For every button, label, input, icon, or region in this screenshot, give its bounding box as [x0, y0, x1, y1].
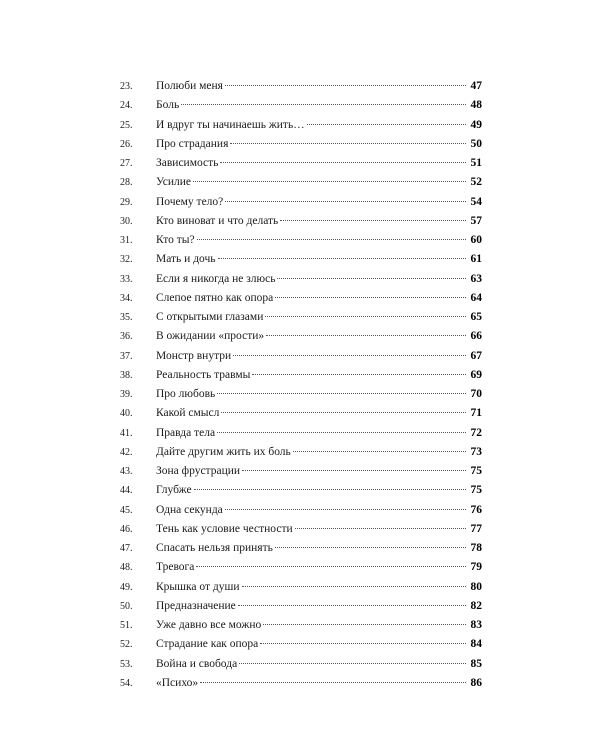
dot-leader	[263, 624, 466, 625]
dot-leader	[200, 682, 466, 683]
toc-entry-number: 52.	[120, 639, 133, 651]
toc-entry-number: 43.	[120, 466, 133, 477]
toc-entry-page-number: 52	[470, 176, 482, 189]
toc-entry[interactable]	[120, 308, 482, 327]
toc-entry-page-number: 47	[470, 80, 482, 92]
toc-entry-number: 48.	[120, 562, 133, 574]
toc-entry[interactable]	[120, 366, 482, 385]
toc-entry[interactable]	[120, 347, 482, 366]
toc-entry[interactable]	[120, 655, 482, 674]
dot-leader	[242, 470, 466, 471]
toc-entry-title: Боль	[156, 99, 180, 112]
toc-entry[interactable]	[120, 193, 482, 212]
toc-entry-page-number: 70	[470, 388, 482, 400]
toc-entry-number: 34.	[120, 292, 133, 304]
toc-entry-title: В ожидании «прости»	[156, 330, 265, 343]
toc-entry-number: 35.	[120, 312, 133, 323]
toc-entry[interactable]	[120, 501, 482, 520]
toc-entry-page-number: 71	[470, 407, 482, 420]
toc-entry[interactable]	[120, 558, 482, 577]
toc-entry-page-number: 63	[470, 272, 482, 285]
toc-entry-page-number: 82	[470, 599, 482, 612]
toc-entry-title: Полюби меня	[156, 80, 223, 92]
toc-entry-number: 46.	[120, 523, 133, 535]
dot-leader	[218, 258, 466, 259]
toc-entry-title: Одна секунда	[156, 503, 223, 516]
table-of-contents	[120, 77, 482, 693]
dot-leader	[277, 278, 466, 279]
toc-entry-title: Дайте другим жить их боль	[156, 445, 291, 458]
toc-entry-page-number: 65	[470, 311, 482, 323]
dot-leader	[217, 432, 466, 433]
toc-entry-number: 32.	[120, 254, 133, 266]
toc-entry-number: 54.	[120, 677, 133, 689]
dot-leader	[225, 85, 466, 86]
dot-leader	[217, 393, 466, 394]
toc-entry-title: С открытыми глазами	[156, 311, 264, 323]
toc-entry-number: 51.	[120, 620, 133, 631]
toc-entry-title: «Психо»	[156, 676, 199, 689]
toc-entry-number: 24.	[120, 100, 133, 112]
dot-leader	[280, 220, 466, 221]
toc-entry-page-number: 60	[470, 234, 482, 246]
toc-entry[interactable]	[120, 616, 482, 635]
toc-entry-title: Война и свобода	[156, 657, 238, 670]
toc-entry-number: 49.	[120, 581, 133, 593]
toc-entry-page-number: 54	[470, 195, 482, 208]
toc-entry-number: 47.	[120, 543, 133, 554]
toc-entry[interactable]	[120, 597, 482, 616]
toc-entry[interactable]	[120, 116, 482, 135]
toc-entry-page-number: 77	[470, 522, 482, 535]
dot-leader	[233, 355, 466, 356]
dot-leader	[307, 124, 466, 125]
toc-entry-number: 27.	[120, 158, 133, 169]
toc-entry-number: 28.	[120, 177, 133, 189]
dot-leader	[193, 181, 466, 182]
dot-leader	[252, 374, 466, 375]
toc-entry-page-number: 86	[470, 676, 482, 689]
toc-entry-page-number: 75	[470, 465, 482, 477]
toc-entry-number: 36.	[120, 331, 133, 343]
toc-entry-title: Тревога	[156, 561, 195, 574]
toc-entry[interactable]	[120, 385, 482, 404]
dot-leader	[194, 489, 466, 490]
toc-entry-page-number: 61	[470, 253, 482, 266]
toc-entry-title: Спасать нельзя принять	[156, 542, 273, 554]
toc-entry-title: Какой смысл	[156, 407, 220, 420]
dot-leader	[239, 663, 466, 664]
toc-entry-title: Уже давно все можно	[156, 619, 262, 631]
toc-entry[interactable]	[120, 443, 482, 462]
toc-entry-title: Зона фрустрации	[156, 465, 241, 477]
toc-entry-page-number: 83	[470, 619, 482, 631]
toc-entry-number: 40.	[120, 408, 133, 420]
toc-entry[interactable]	[120, 404, 482, 423]
toc-entry-page-number: 76	[470, 503, 482, 516]
dot-leader	[230, 143, 466, 144]
toc-entry-number: 26.	[120, 138, 133, 150]
dot-leader	[220, 162, 466, 163]
dot-leader	[275, 297, 466, 298]
dot-leader	[181, 104, 466, 105]
toc-entry[interactable]	[120, 635, 482, 654]
toc-entry-page-number: 80	[470, 580, 482, 593]
toc-entry-page-number: 66	[470, 330, 482, 343]
toc-entry-page-number: 64	[470, 291, 482, 304]
toc-entry-page-number: 75	[470, 484, 482, 497]
toc-entry[interactable]	[120, 212, 482, 231]
toc-entry-number: 44.	[120, 485, 133, 497]
dot-leader	[242, 586, 466, 587]
toc-entry-number: 45.	[120, 504, 133, 516]
toc-entry-title: Страдание как опора	[156, 638, 259, 651]
toc-entry-title: Предназначение	[156, 599, 236, 612]
dot-leader	[295, 528, 466, 529]
toc-entry-page-number: 78	[470, 542, 482, 554]
toc-entry-number: 50.	[120, 600, 133, 612]
dot-leader	[221, 412, 466, 413]
toc-entry-page-number: 72	[470, 426, 482, 439]
toc-entry-title: Крышка от души	[156, 580, 240, 593]
toc-entry-title: Тень как условие честности	[156, 522, 293, 535]
toc-entry-title: Кто виноват и что делать	[156, 214, 279, 227]
toc-entry-title: Монстр внутри	[156, 349, 232, 362]
toc-entry-number: 38.	[120, 369, 133, 381]
toc-entry-number: 29.	[120, 196, 133, 208]
toc-entry-title: Про любовь	[156, 388, 216, 400]
toc-entry[interactable]	[120, 462, 482, 481]
toc-entry-page-number: 67	[470, 349, 482, 362]
dot-leader	[225, 509, 466, 510]
dot-leader	[266, 335, 466, 336]
toc-entry-title: Мать и дочь	[156, 253, 216, 266]
toc-entry[interactable]	[120, 289, 482, 308]
toc-entry[interactable]	[120, 173, 482, 192]
toc-entry-title: Если я никогда не злюсь	[156, 272, 276, 285]
toc-entry-page-number: 57	[470, 214, 482, 227]
toc-entry-title: Усилие	[156, 176, 192, 189]
toc-entry-page-number: 51	[470, 157, 482, 169]
toc-entry[interactable]	[120, 539, 482, 558]
toc-entry-title: И вдруг ты начинаешь жить…	[156, 118, 305, 131]
toc-entry-number: 53.	[120, 658, 133, 670]
toc-entry-title: Глубже	[156, 484, 192, 497]
toc-entry-page-number: 48	[470, 99, 482, 112]
toc-entry[interactable]	[120, 674, 482, 693]
toc-entry-number: 33.	[120, 273, 133, 285]
toc-entry[interactable]	[120, 250, 482, 269]
toc-entry-page-number: 79	[470, 561, 482, 574]
toc-entry-number: 23.	[120, 81, 133, 92]
toc-entry-page-number: 73	[470, 445, 482, 458]
toc-entry[interactable]	[120, 424, 482, 443]
toc-entry-title: Реальность травмы	[156, 368, 251, 381]
toc-entry-title: Правда тела	[156, 426, 216, 439]
toc-entry[interactable]	[120, 270, 482, 289]
toc-entry-title: Про страдания	[156, 137, 229, 150]
toc-entry[interactable]	[120, 135, 482, 154]
toc-entry-page-number: 69	[470, 368, 482, 381]
toc-entry-title: Слепое пятно как опора	[156, 291, 274, 304]
dot-leader	[238, 605, 466, 606]
toc-entry-page-number: 49	[470, 118, 482, 131]
toc-entry[interactable]	[120, 96, 482, 115]
toc-entry[interactable]	[120, 231, 482, 250]
toc-entry[interactable]	[120, 327, 482, 346]
dot-leader	[275, 547, 466, 548]
toc-entry[interactable]	[120, 154, 482, 173]
dot-leader	[293, 451, 466, 452]
toc-entry[interactable]	[120, 578, 482, 597]
toc-entry-page-number: 84	[470, 638, 482, 651]
dot-leader	[197, 239, 466, 240]
toc-entry-number: 41.	[120, 427, 133, 439]
toc-entry-number: 37.	[120, 350, 133, 362]
toc-entry[interactable]	[120, 77, 482, 96]
toc-entry-number: 25.	[120, 119, 133, 131]
dot-leader	[225, 201, 466, 202]
toc-entry-title: Почему тело?	[156, 195, 224, 208]
toc-entry[interactable]	[120, 520, 482, 539]
toc-entry-page-number: 85	[470, 657, 482, 670]
dot-leader	[265, 316, 466, 317]
dot-leader	[260, 643, 466, 644]
toc-entry-number: 30.	[120, 215, 133, 227]
toc-entry-number: 39.	[120, 389, 133, 400]
toc-entry-number: 42.	[120, 446, 133, 458]
dot-leader	[196, 566, 466, 567]
toc-entry-title: Кто ты?	[156, 234, 195, 246]
toc-entry-title: Зависимость	[156, 157, 219, 169]
toc-entry-page-number: 50	[470, 137, 482, 150]
toc-entry-number: 31.	[120, 235, 133, 246]
toc-entry[interactable]	[120, 481, 482, 500]
